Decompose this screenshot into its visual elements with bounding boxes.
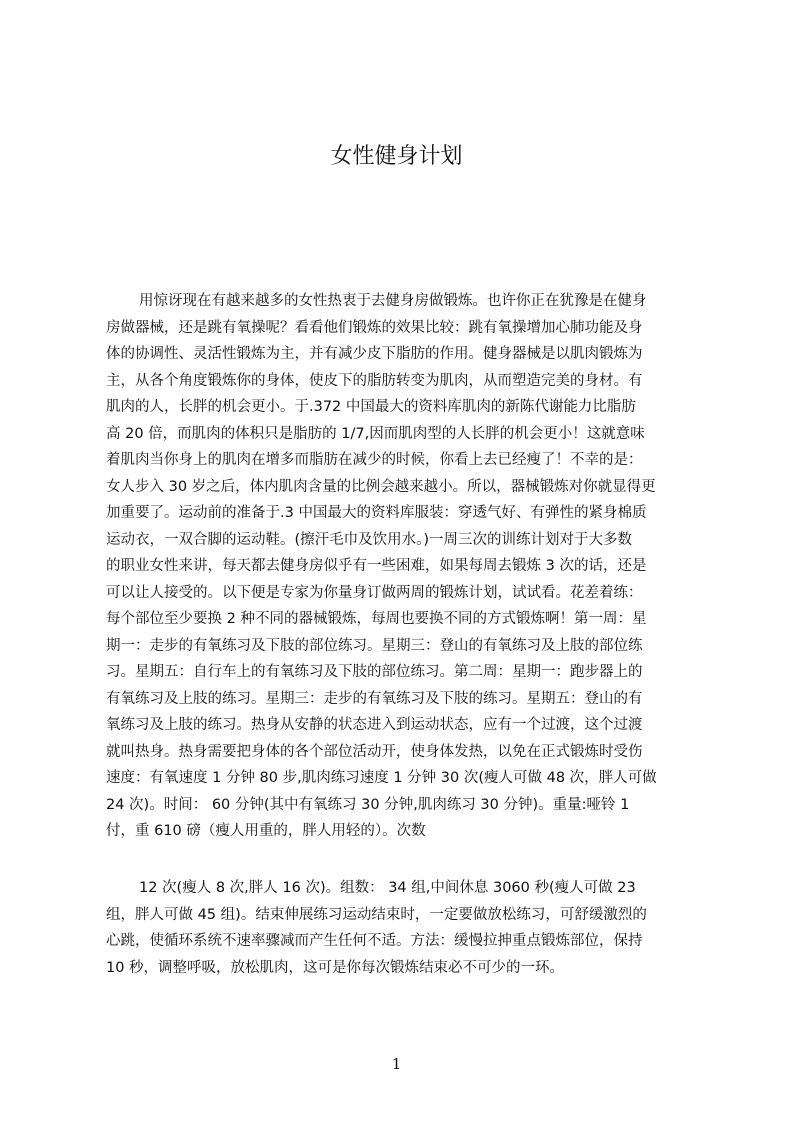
- text-line: 肌肉的人，长胖的机会更小。于.372 中国最大的资料库肌肉的新陈代谢能力比脂肪: [106, 399, 636, 415]
- text-line: 有氧练习及上肢的练习。星期三：走步的有氧练习及下肢的练习。星期五：登山的有: [106, 690, 643, 707]
- text-line: 运动衣，一双合脚的运动鞋。(擦汗毛巾及饮用水。)一周三次的训练计划对于大多数: [106, 531, 633, 548]
- text-line: 可以让人接受的。以下便是专家为你量身订做两周的锻炼计划，试试看。花差着练：: [106, 584, 643, 601]
- text-line: 用惊讶现在有越来越多的女性热衷于去健身房做锻炼。也许你正在犹豫是在健身: [139, 293, 647, 309]
- text-line: 12 次(瘦人 8 次,胖人 16 次)。组数： 34 组,中间休息 3060 秒(瘦人可做 23: [139, 880, 636, 896]
- paragraph-2: [106, 875, 698, 981]
- text-line: 期一：走步的有氧练习及下肢的部位练习。星期三：登山的有氧练习及上肢的部位练: [106, 637, 643, 654]
- text-line: 习。星期五：自行车上的有氧练习及下肢的部位练习。第二周：星期一：跑步器上的: [106, 664, 643, 680]
- page-title: 女性健身计划: [330, 144, 463, 169]
- paragraph-1: [106, 288, 698, 845]
- text-line: 24 次)。时间： 60 分钟(其中有氧练习 30 分钟,肌肉练习 30 分钟)。重量:哑铃 1: [106, 796, 630, 813]
- text-line: 每个部位至少要换 2 种不同的器械锻炼，每周也要换不同的方式锻炼啊！第一周：星: [106, 611, 647, 627]
- page-number: 1: [391, 1055, 402, 1073]
- text-line: 就叫热身。热身需要把身体的各个部位活动开，使身体发热，以免在正式锻炼时受伤: [106, 743, 643, 760]
- text-line: 高 20 倍，而肌肉的体积只是脂肪的 1/7,因而肌肉型的人长胖的机会更小！这就意味: [106, 425, 645, 442]
- text-line: 房做器械，还是跳有氧操呢？看看他们锻炼的效果比较：跳有氧操增加心肺功能及身: [106, 319, 643, 336]
- text-line: 的职业女性来讲，每天都去健身房似乎有一些困难，如果每周去锻炼 3 次的话，还是: [106, 558, 647, 574]
- text-line: 10 秒，调整呼吸，放松肌肉，这可是你每次锻炼结束必不可少的一环。: [106, 959, 565, 976]
- text-line: 着肌肉当你身上的肌肉在增多而脂肪在减少的时候，你看上去已经瘦了！不幸的是：: [106, 452, 643, 468]
- text-line: 氧练习及上肢的练习。热身从安静的状态进入到运动状态，应有一个过渡，这个过渡: [106, 717, 643, 733]
- text-line: 女人步入 30 岁之后，体内肌肉含量的比例会越来越小。所以，器械锻炼对你就显得更: [106, 478, 656, 495]
- text-line: 组，胖人可做 45 组)。结束伸展练习运动结束时，一定要做放松练习，可舒缓激烈的: [106, 906, 647, 923]
- text-line: 主，从各个角度锻炼你的身体，使皮下的脂肪转变为肌肉，从而塑造完美的身材。有: [106, 372, 643, 389]
- text-line: 心跳，使循环系统不速率骤减而产生任何不适。方法：缓慢拉抻重点锻炼部位，保持: [106, 933, 643, 949]
- text-line: 体的协调性、灵活性锻炼为主，并有减少皮下脂肪的作用。健身器械是以肌肉锻炼为: [106, 346, 643, 362]
- text-line: 加重要了。运动前的准备于.3 中国最大的资料库服装：穿透气好、有弹性的紧身棉质: [106, 505, 647, 521]
- text-line: 付，重 610 磅（瘦人用重的，胖人用轻的）。次数: [106, 823, 426, 839]
- text-line: 速度：有氧速度 1 分钟 80 步,肌肉练习速度 1 分钟 30 次(瘦人可做 48 次，胖人可做: [106, 770, 657, 786]
